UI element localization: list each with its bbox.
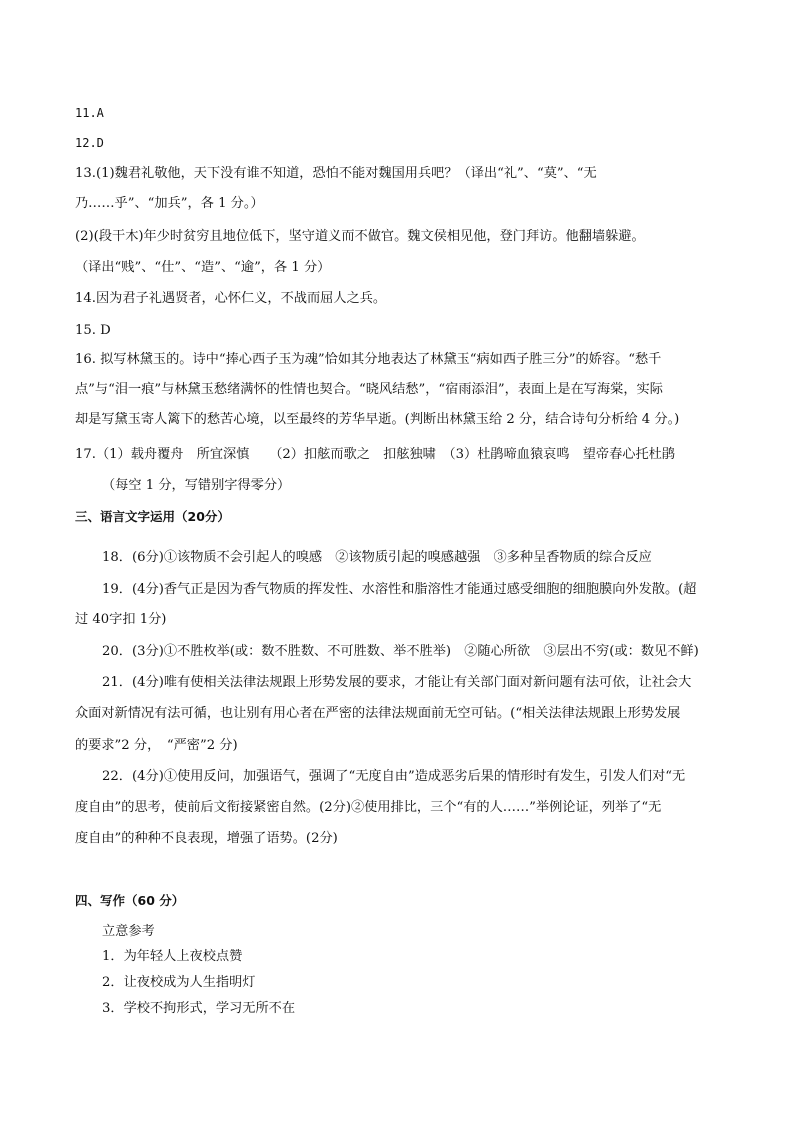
question-22-line1: 22．(4分)①使用反问，加强语气，强调了“无度自由”造成恶劣后果的情形时有发生，引发人们对“无 [102, 769, 686, 784]
writing-reference-label: 立意参考 [102, 924, 155, 939]
answer-16-line3: 却是写黛玉寄人篱下的愁苦心境，以至最终的芳华早逝。(判断出林黛玉给 2 分，结合诗句分析给 4 分。) [75, 412, 680, 427]
answer-13-line1: 13.(1)魏君礼敬他，天下没有谁不知道，恐怕不能对魏国用兵吧？（译出“礼”、“莫”、“无 [75, 166, 597, 181]
question-22-line3: 度自由”的种种不良表现，增强了语势。(2分) [75, 831, 338, 846]
answer-12: 12.D [75, 136, 104, 150]
answer-13-line2: 乃……乎”、“加兵”，各 1 分。） [75, 196, 264, 211]
question-21-line3: 的要求”2 分， “严密”2 分) [75, 738, 238, 753]
section-3-title: 三、语言文字运用（20分） [75, 509, 230, 524]
answer-16-line2: 点”与“泪一痕”与林黛玉愁绪满怀的性情也契合。“晓风结愁”，“宿雨添泪”，表面上是在写海棠，实际 [75, 382, 663, 397]
answer-13-line3: (2)(段干木)年少时贫穷且地位低下，坚守道义而不做官。魏文侯相见他，登门拜访。他翻墙躲避。 [75, 229, 645, 244]
question-19-line1: 19．(4分)香气正是因为香气物质的挥发性、水溶性和脂溶性才能通过感受细胞的细胞膜向外发散。(超 [102, 582, 697, 597]
answer-15: 15. D [75, 323, 111, 338]
answer-14: 14.因为君子礼遇贤者，心怀仁义，不战而屈人之兵。 [75, 291, 387, 306]
answer-13-line4: （译出“贱”、“仕”、“造”、“逾”，各 1 分） [75, 260, 331, 275]
question-21-line2: 众面对新情况有法可循，也让别有用心者在严密的法律法规面前无空可钻。(“相关法律法规跟上形势发展 [75, 706, 681, 721]
section-4-title: 四、写作（60 分） [75, 893, 185, 908]
question-19-line2: 过 40字扣 1分) [75, 612, 167, 627]
answer-11: 11.A [75, 106, 104, 120]
answer-17-line1: 17.（1）载舟覆舟 所宜深慎 （2）扣舷而歌之 扣舷独啸 （3）杜鹃啼血猿哀鸣 望帝春心托杜鹃 [75, 447, 676, 462]
question-20: 20．(3分)①不胜枚举(或：数不胜数、不可胜数、举不胜举) ②随心所欲 ③层出不穷(或：数见不鲜) [102, 644, 699, 659]
writing-idea-2: 2．让夜校成为人生指明灯 [102, 975, 256, 990]
writing-idea-1: 1．为年轻人上夜校点赞 [102, 949, 243, 964]
question-22-line2: 度自由”的思考，使前后文衔接紧密自然。(2分)②使用排比，三个“有的人……”举例论证，列举了“无 [75, 800, 662, 815]
answer-17-line2: （每空 1 分，写错别字得零分） [102, 478, 291, 493]
writing-idea-3: 3．学校不拘形式，学习无所不在 [102, 1001, 296, 1016]
question-18: 18．(6分)①该物质不会引起人的嗅感 ②该物质引起的嗅感越强 ③多种呈香物质的综合反应 [102, 550, 652, 565]
question-21-line1: 21．(4分)唯有使相关法律法规跟上形势发展的要求，才能让有关部门面对新问题有法可依，让社会大 [102, 675, 692, 690]
answer-16-line1: 16. 拟写林黛玉的。诗中“捧心西子玉为魂”恰如其分地表达了林黛玉“病如西子胜三分”的娇容。“愁千 [75, 352, 662, 367]
